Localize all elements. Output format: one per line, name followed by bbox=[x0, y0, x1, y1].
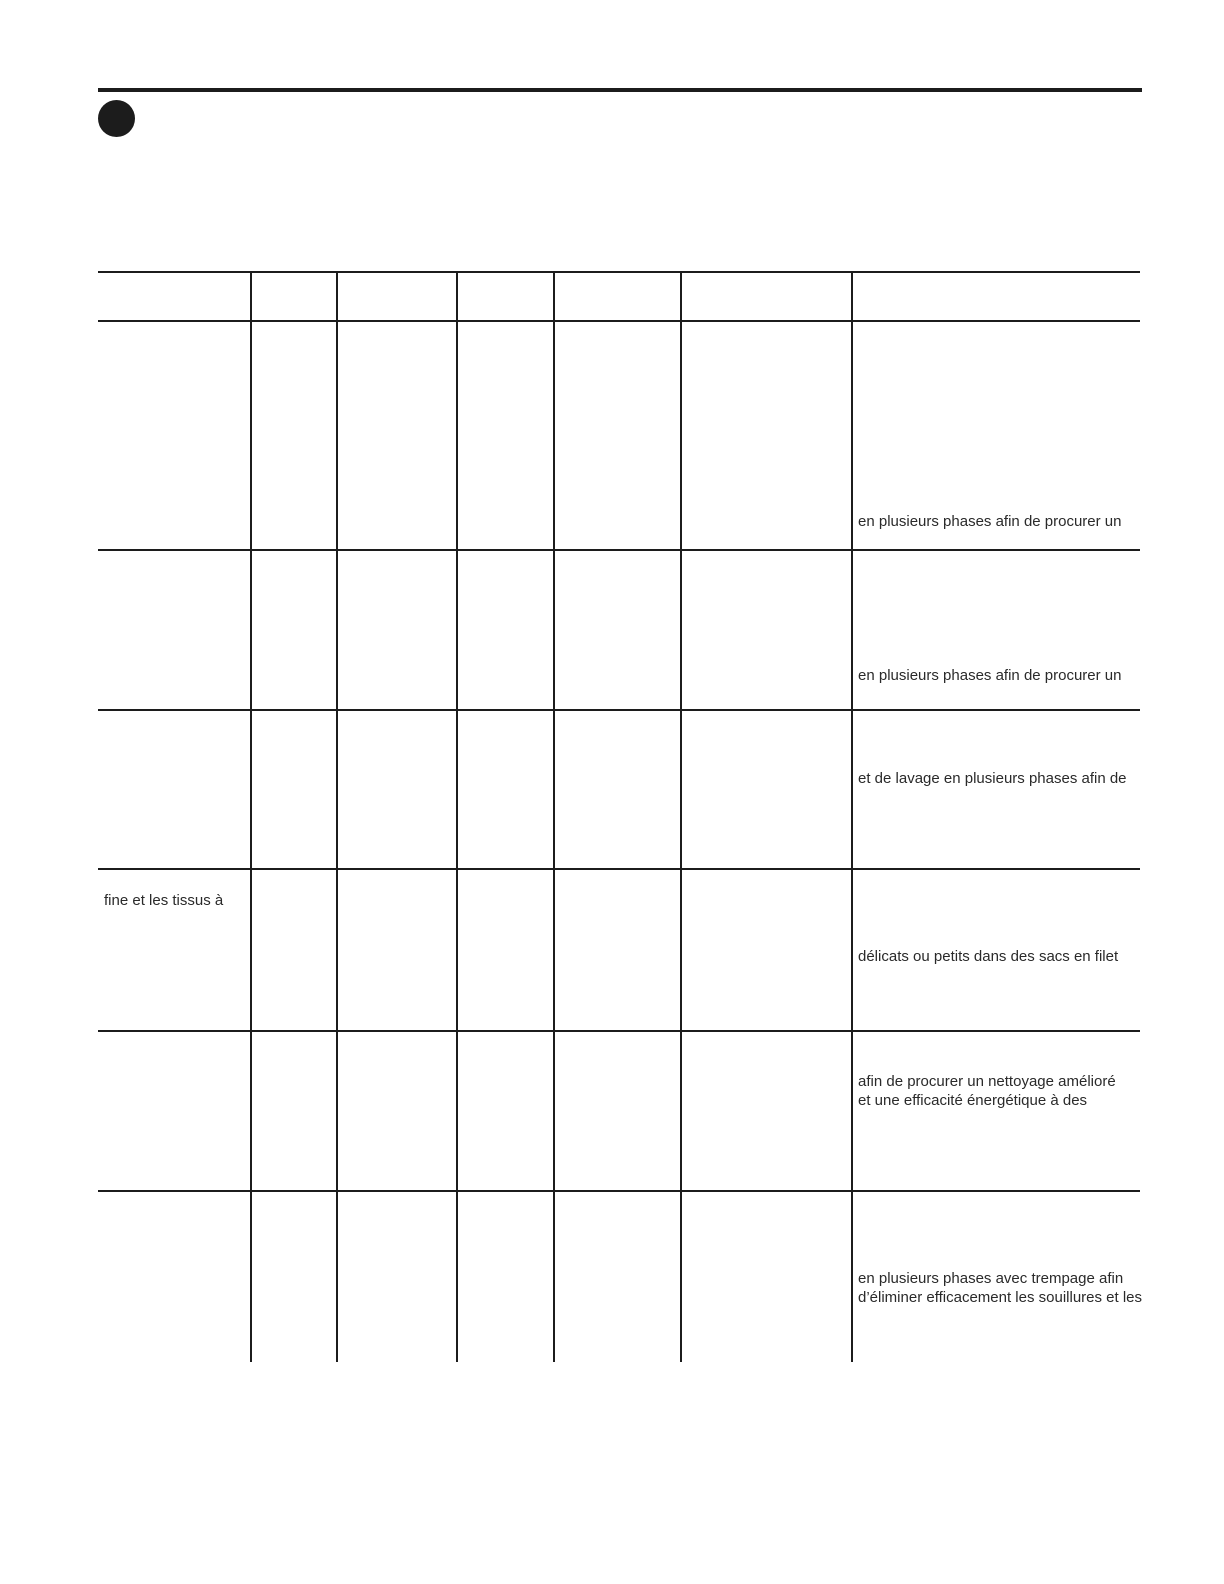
row-6-description-line2: d’éliminer efficacement les souillures et les bbox=[858, 1289, 1143, 1306]
row-6-description-line1: en plusieurs phases avec trempage afin bbox=[858, 1270, 1124, 1287]
row-1-description: en plusieurs phases afin de procurer un bbox=[858, 513, 1122, 530]
row-5-description-line2: et une efficacité énergétique à des bbox=[858, 1092, 1088, 1109]
row-2-description: en plusieurs phases afin de procurer un bbox=[858, 667, 1122, 684]
row-3-description: et de lavage en plusieurs phases afin de bbox=[858, 770, 1127, 787]
row-5-description-line1: afin de procurer un nettoyage amélioré bbox=[858, 1073, 1116, 1090]
row-4-cycle: fine et les tissus à bbox=[104, 892, 224, 909]
row-4-description: délicats ou petits dans des sacs en filet bbox=[858, 948, 1119, 965]
